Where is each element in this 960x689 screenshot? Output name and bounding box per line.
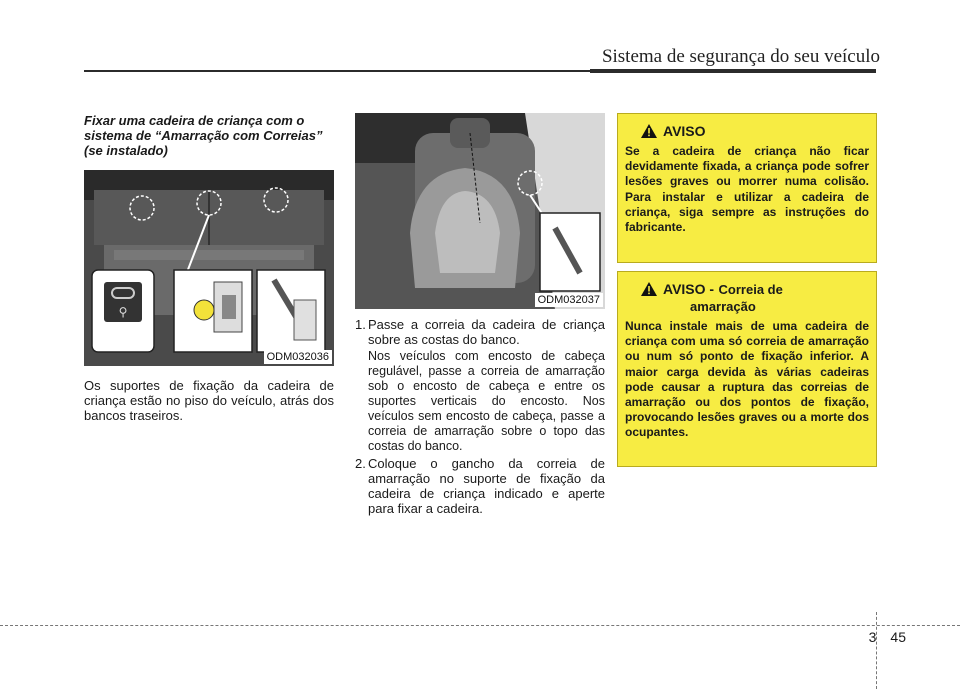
warning-box [617,113,877,263]
warning-body: Se a cadeira de criança não ficar devidamente fixada, a criança pode sofrer lesões graves ou morrer numa colisão. Para instalar e utilizar a cadeira de criança, siga sempre as instruções do fabricante. [625,144,869,235]
page-header-title: Sistema de segurança do seu veículo [601,46,880,67]
step-number: 2. [355,456,366,471]
middle-column [355,113,605,516]
left-column [84,113,334,423]
chapter-number: 3 [868,629,877,645]
cargo-area-figure [84,170,334,366]
child-seat-illustration [355,113,605,309]
warning-title: AVISO [663,123,706,139]
svg-text:⚲: ⚲ [118,305,128,319]
list-item [355,456,605,516]
list-item [355,317,605,454]
warning-triangle-icon [641,282,657,296]
warning-subtitle-cont: amarração [690,299,756,314]
warning-header [641,280,869,315]
figure-code: ODM032036 [264,350,332,364]
steps-list [355,317,605,516]
warning-body: Nunca instale mais de uma cadeira de criança com uma só correia de amarração ou num só ponto de fixação inferior. A maior carga devida às várias cadeiras pode causar a ruptura das correias de amarração ou dos pontos de fixação, provocando lesões graves ou a morte dos ocupantes. [625,319,869,440]
section-heading: Fixar uma cadeira de criança com o sistema de “Amarração com Correias” (se instalado) [84,113,323,158]
step-text: Passe a correia da cadeira de criança sobre as costas do banco. [368,317,605,347]
right-column [617,113,877,467]
figure-code: ODM032037 [535,293,603,307]
footer-divider [876,612,877,689]
footer-rule [0,625,960,626]
child-seat-figure [355,113,605,309]
anchor-description: Os suportes de fixação da cadeira de criança estão no piso do veículo, atrás dos bancos traseiros. [84,378,334,423]
cargo-area-illustration [84,170,334,366]
header-rule-accent [590,69,876,73]
warning-title: AVISO - [663,281,715,297]
warning-header [641,122,869,140]
warning-triangle-icon [641,124,657,138]
warning-box [617,271,877,467]
page-number-value: 45 [890,629,906,645]
step-number: 1. [355,317,366,332]
warning-subtitle: Correia de [718,282,783,297]
page-number [869,629,906,645]
step-text: Coloque o gancho da correia de amarração no suporte de fixação da cadeira de criança indicado e aperte para fixar a cadeira. [368,456,605,516]
step-subtext: Nos veículos com encosto de cabeça regulável, passe a correia de amarração sob o encosto de cabeça e entre os suportes verticais do encosto. Nos veículos sem encosto de cabeça, passe a correia de amarração sobre o topo das costas do banco. [368,349,605,453]
